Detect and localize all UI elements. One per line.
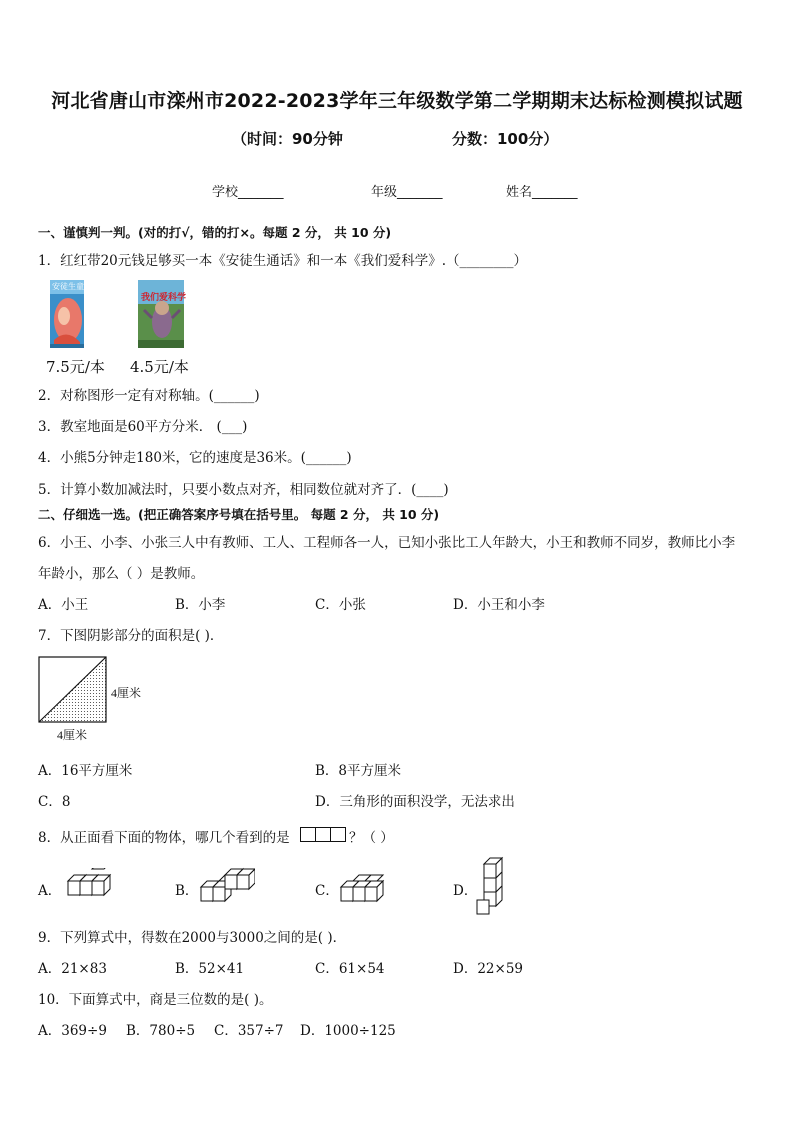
q8-target-three-squares [300, 827, 346, 846]
question-3: 3．教室地面是60平方分米． (___) [38, 419, 248, 435]
q10-option-d: D．1000÷125 [300, 1023, 396, 1039]
q8-option-d-label: D． [453, 883, 478, 899]
question-4: 4．小熊5分钟走180米，它的速度是36米。(______) [38, 450, 352, 466]
q8-option-d-cubes [476, 856, 506, 920]
grade-field: 年级_______ [371, 185, 443, 200]
q7-option-c: C．8 [38, 794, 71, 810]
question-6-line-1: 6．小王、小李、小张三人中有教师、工人、工程师各一人，已知小张比工人年龄大，小王和教师不同岁，教师比小李 [38, 535, 736, 551]
q7-option-a: A．16平方厘米 [38, 763, 133, 779]
question-8-answer-blank: ？（ ） [349, 830, 394, 846]
book-2-price: 4.5元/本 [130, 358, 189, 376]
question-6-line-2: 年龄小，那么（ ）是教师。 [38, 566, 205, 582]
q9-option-d: D．22×59 [453, 961, 523, 977]
q9-option-c: C．61×54 [315, 961, 385, 977]
q10-option-c: C．357÷7 [214, 1023, 284, 1039]
school-field: 学校_______ [212, 185, 284, 200]
question-5: 5．计算小数加减法时，只要小数点对齐，相同数位就对齐了．(____) [38, 482, 449, 498]
book-1-cover-title: 安徒生童话 [52, 282, 92, 291]
q8-option-a-label: A． [38, 883, 62, 899]
page-title: 河北省唐山市滦州市2022-2023学年三年级数学第二学期期末达标检测模拟试题 [51, 90, 743, 112]
exam-time: （时间：90分钟 [232, 130, 343, 148]
exam-score: 分数：100分） [452, 130, 559, 148]
q6-option-b: B．小李 [175, 597, 226, 613]
section-1-heading: 一、谨慎判一判。(对的打√，错的打×。每题 2 分， 共 10 分) [38, 225, 392, 240]
q7-shaded-square-figure [38, 656, 108, 728]
q8-option-a-cubes [62, 868, 118, 908]
q7-option-b: B．8平方厘米 [315, 763, 402, 779]
q8-option-c-cubes [339, 868, 395, 908]
question-2: 2．对称图形一定有对称轴。(______) [38, 388, 260, 404]
q9-option-a: A．21×83 [38, 961, 107, 977]
book-2-cover-title: 我们爱科学 [141, 293, 187, 303]
q10-option-a: A．369÷9 [38, 1023, 107, 1039]
q6-option-d: D．小王和小李 [453, 597, 545, 613]
book-1-price: 7.5元/本 [46, 358, 105, 376]
q6-option-a: A．小王 [38, 597, 89, 613]
q7-right-side-label: 4厘米 [111, 686, 142, 700]
section-2-heading: 二、仔细选一选。(把正确答案序号填在括号里。 每题 2 分， 共 10 分) [38, 507, 440, 522]
q10-option-b: B．780÷5 [126, 1023, 196, 1039]
q8-option-c-label: C． [315, 883, 339, 899]
q8-option-b-cubes [199, 866, 255, 908]
question-1: 1．红红带20元钱足够买一本《安徒生通话》和一本《我们爱科学》.（________） [38, 253, 528, 269]
name-field: 姓名_______ [506, 185, 578, 200]
question-9: 9．下列算式中，得数在2000与3000之间的是( )． [38, 930, 347, 946]
q9-option-b: B．52×41 [175, 961, 245, 977]
question-8-text: 8．从正面看下面的物体，哪几个看到的是 [38, 830, 290, 846]
question-10: 10．下面算式中，商是三位数的是( )。 [38, 992, 273, 1008]
q8-option-b-label: B． [175, 883, 199, 899]
q7-option-d: D．三角形的面积没学，无法求出 [315, 794, 515, 810]
question-7: 7．下图阴影部分的面积是( )． [38, 628, 224, 644]
q7-bottom-side-label: 4厘米 [57, 728, 88, 742]
q6-option-c: C．小张 [315, 597, 366, 613]
